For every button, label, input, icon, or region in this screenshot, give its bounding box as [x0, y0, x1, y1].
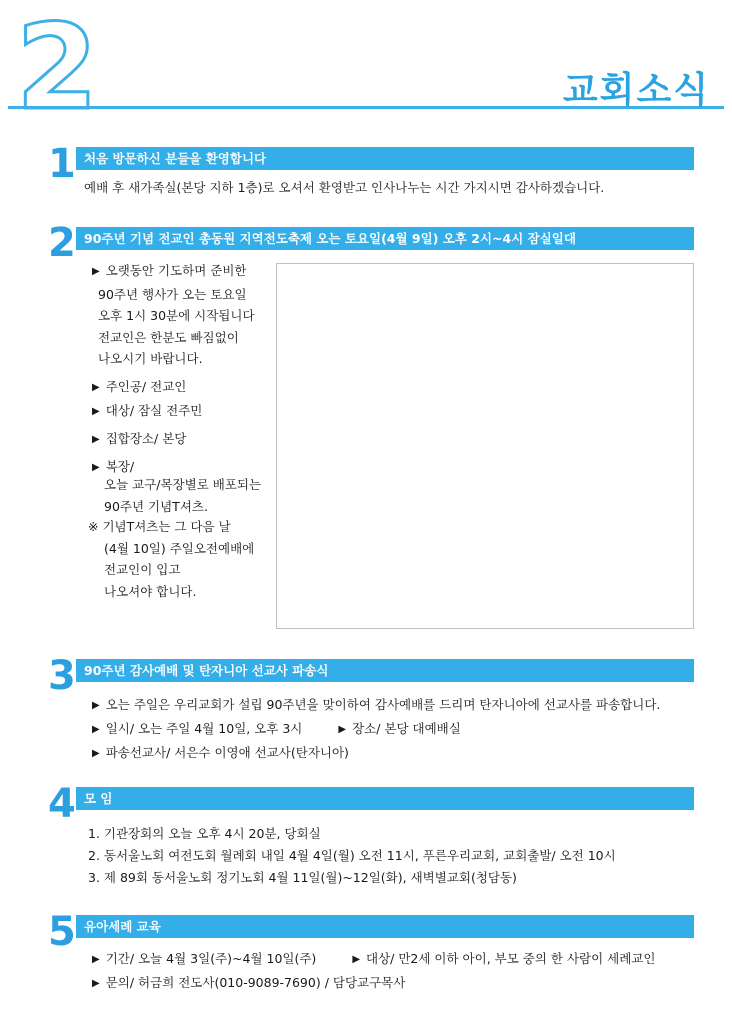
note-line-2: (4월 10일) 주일오전예배에	[104, 540, 255, 556]
missionary-info: ▶ 파송선교사/ 서은수 이영애 선교사(탄자니아)	[92, 742, 660, 766]
section-1-title: 처음 방문하신 분들을 환영합니다	[76, 147, 694, 170]
dress-line-2: 90주년 기념T셔츠.	[104, 498, 208, 514]
section-1-number: 1	[48, 141, 76, 187]
note-line-4: 나오셔야 합니다.	[104, 583, 197, 599]
evangelism-route-map	[276, 263, 694, 629]
section-4-body	[88, 823, 616, 889]
tshirt-note	[88, 516, 254, 602]
section-3-body	[92, 694, 660, 766]
intro-line-3: 오후 1시 30분에 시작됩니다	[98, 308, 255, 323]
note-line-3: 전교인이 입고	[104, 562, 181, 577]
item-gathering: ▶ 집합장소/ 본당	[92, 428, 202, 452]
section-4-title: 모 임	[76, 787, 694, 810]
dress-detail	[104, 474, 261, 517]
intro-line-1: ▶ 오랫동안 기도하며 준비한	[92, 260, 255, 284]
item-protagonist: ▶ 주인공/ 전교인	[92, 376, 202, 400]
section-2-items	[92, 376, 202, 480]
service-info: ▶ 오는 주일은 우리교회가 설립 90주년을 맞이하여 감사예배를 드리며 탄자니아에 선교사를 파송합니다.	[92, 694, 660, 718]
section-5-title: 유아세례 교육	[76, 915, 694, 938]
intro-line-2: 90주년 행사가 오는 토요일	[98, 286, 247, 302]
section-2-intro	[92, 260, 255, 370]
meeting-3: 3. 제 89회 동서울노회 정기노회 4월 11일(월)~12일(화), 새벽별교회(청담동)	[88, 870, 517, 885]
section-4-number: 4	[48, 781, 76, 827]
section-1-body: 예배 후 새가족실(본당 지하 1층)로 오셔서 환영받고 인사나누는 시간 가지시면 감사하겠습니다.	[84, 180, 605, 195]
section-3-number: 3	[48, 653, 76, 699]
dress-line-1: 오늘 교구/목장별로 배포되는	[104, 477, 262, 492]
edu-contact: ▶ 문의/ 허금희 전도사(010-9089-7690) / 담당교구목사	[92, 972, 655, 996]
page-number: 2	[16, 8, 99, 118]
edu-target: ▶ 대상/ 만2세 이하 아이, 부모 중의 한 사람이 세례교인	[352, 951, 655, 966]
item-target: ▶ 대상/ 잠실 전주민	[92, 400, 202, 424]
note-line-1: ※ 기념T셔츠는 그 다음 날	[88, 519, 231, 534]
item-dress: ▶ 복장/	[92, 456, 202, 480]
section-2-title: 90주년 기념 전교인 총동원 지역전도축제 오는 토요일(4월 9일) 오후 2시~4시 잠실일대	[76, 227, 694, 250]
service-time: ▶ 일시/ 오는 주일 4월 10일, 오후 3시	[92, 721, 302, 736]
section-5-body	[92, 948, 655, 996]
page-number-graphic	[14, 8, 124, 118]
meeting-2: 2. 동서울노회 여전도회 월례회 내일 4월 4일(월) 오전 11시, 푸른우리교회, 교회출발/ 오전 10시	[88, 848, 616, 863]
page-title: 교회소식	[562, 70, 710, 111]
intro-line-4: 전교인은 한분도 빠짐없이	[98, 329, 239, 345]
edu-period: ▶ 기간/ 오늘 4월 3일(주)~4월 10일(주)	[92, 951, 316, 966]
section-5-number: 5	[48, 909, 76, 955]
intro-line-5: 나오시기 바랍니다.	[98, 351, 203, 366]
service-place: ▶ 장소/ 본당 대예배실	[338, 721, 460, 736]
section-3-title: 90주년 감사예배 및 탄자니아 선교사 파송식	[76, 659, 694, 682]
meeting-1: 1. 기관장회의 오늘 오후 4시 20분, 당회실	[88, 826, 321, 841]
section-2-number: 2	[48, 220, 76, 266]
